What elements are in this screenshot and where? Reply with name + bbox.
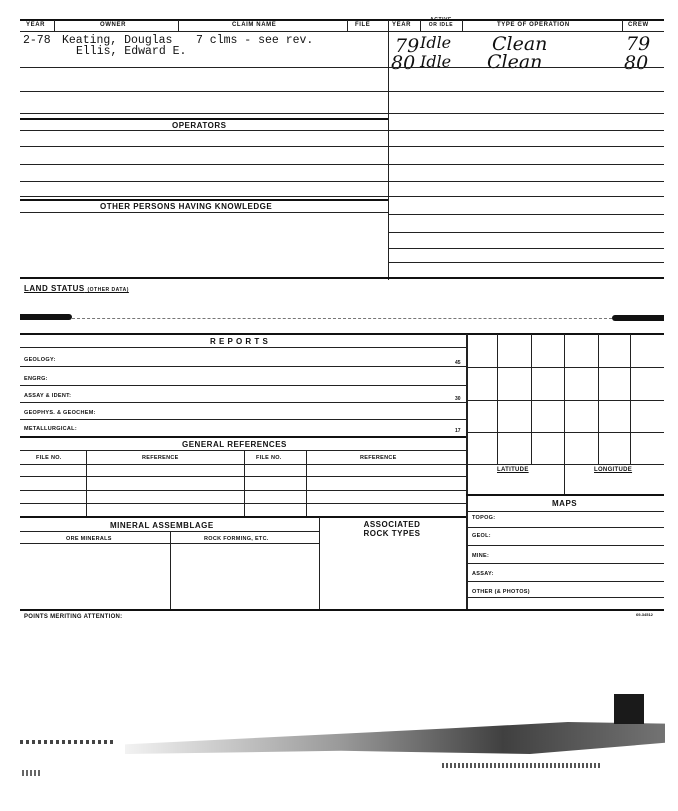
entry-year: 2-78 xyxy=(23,34,51,47)
right-panel-divider xyxy=(466,334,468,610)
col-ore-minerals: ORE MINERALS xyxy=(66,536,112,542)
map-topog: TOPOG: xyxy=(472,515,496,521)
ruled-line xyxy=(20,385,466,386)
ruled-line xyxy=(20,212,388,213)
maps-heading: MAPS xyxy=(552,499,578,508)
ruled-line xyxy=(20,130,664,131)
map-geol: GEOL: xyxy=(472,533,491,539)
ruled-line xyxy=(466,597,664,598)
scan-noise xyxy=(125,722,665,754)
grid-line xyxy=(466,367,664,368)
report-assay: ASSAY & IDENT: xyxy=(24,393,72,399)
header-bottom-rule xyxy=(20,31,664,32)
reports-heading: R E P O R T S xyxy=(210,337,269,346)
col-divider xyxy=(347,20,348,31)
header-claim-name: CLAIM NAME xyxy=(232,22,277,28)
mineral-assemblage-heading: MINERAL ASSEMBLAGE xyxy=(110,521,214,530)
report-geology-num: 45 xyxy=(455,360,461,366)
col-file-no: FILE NO. xyxy=(36,455,62,461)
grid-line xyxy=(598,334,599,464)
col-divider xyxy=(54,20,55,31)
report-engrg: ENGRG: xyxy=(24,376,48,382)
grid-line xyxy=(466,464,664,465)
ruled-line xyxy=(20,366,466,367)
ruled-line xyxy=(388,232,664,233)
ruled-line xyxy=(20,146,664,147)
ruled-line xyxy=(20,181,664,182)
report-metallurgical: METALLURGICAL: xyxy=(24,426,77,432)
activity-status-1: Idle xyxy=(420,33,452,52)
longitude-label: LONGITUDE xyxy=(594,467,633,473)
ruled-line xyxy=(20,419,466,420)
operators-rule xyxy=(20,118,388,120)
col-divider xyxy=(178,20,179,31)
land-status-label: LAND STATUS xyxy=(24,284,85,293)
header-crew: CREW xyxy=(628,22,649,28)
header-year-2: YEAR xyxy=(392,22,412,28)
report-geology: GEOLOGY: xyxy=(24,357,56,363)
grid-line xyxy=(497,334,498,464)
ruled-line xyxy=(466,563,664,564)
ruled-line xyxy=(20,464,466,465)
ruled-line xyxy=(20,476,466,477)
redaction-bar-left xyxy=(20,314,72,320)
activity-year-2: 80 xyxy=(391,52,416,74)
general-references-heading: GENERAL REFERENCES xyxy=(182,440,287,449)
mineral-col-divider xyxy=(319,517,320,610)
ruled-line xyxy=(20,503,466,504)
col-divider xyxy=(420,20,421,31)
col-divider xyxy=(462,20,463,31)
ruled-line xyxy=(466,545,664,546)
ruled-line xyxy=(20,196,664,197)
activity-operation-1: Clean xyxy=(492,33,548,55)
grid-line xyxy=(531,334,532,464)
general-references-rule xyxy=(20,436,466,438)
entry-claim: 7 clms - see rev. xyxy=(196,34,314,47)
entry-owner-2: Ellis, Edward E. xyxy=(76,45,187,58)
ruled-line xyxy=(388,248,664,249)
scan-noise xyxy=(614,694,644,724)
map-other: OTHER (& PHOTOS) xyxy=(472,589,530,595)
ruled-line xyxy=(20,164,664,165)
associated-rock-types-heading: ASSOCIATED ROCK TYPES xyxy=(363,520,421,538)
reports-header-rule xyxy=(20,347,466,348)
land-status-sub: (OTHER DATA) xyxy=(87,287,129,293)
land-status-top-rule xyxy=(20,277,664,279)
map-mine: MINE: xyxy=(472,553,490,559)
ruled-line xyxy=(20,402,466,403)
header-file: FILE xyxy=(355,22,371,28)
land-status-heading xyxy=(24,284,129,293)
grid-line xyxy=(466,400,664,401)
coord-divider xyxy=(564,464,565,494)
redaction-bar-right xyxy=(612,315,664,321)
mineral-rule xyxy=(20,516,466,518)
scan-noise xyxy=(20,740,116,744)
bottom-rule xyxy=(20,609,664,611)
col-file-no-2: FILE NO. xyxy=(256,455,282,461)
report-geophys: GEOPHYS. & GEOCHEM: xyxy=(24,410,96,416)
dotted-line xyxy=(72,318,612,319)
grid-line xyxy=(466,432,664,433)
ref-col-divider xyxy=(244,450,245,516)
activity-crew-1: 79 xyxy=(626,33,651,55)
report-assay-num: 30 xyxy=(455,396,461,402)
operators-heading: OPERATORS xyxy=(172,121,227,130)
scan-noise xyxy=(22,770,42,776)
report-metallurgical-num: 17 xyxy=(455,428,461,434)
activity-crew-2: 80 xyxy=(624,52,649,74)
ruled-line xyxy=(466,581,664,582)
grid-line xyxy=(564,334,565,464)
ref-col-divider xyxy=(86,450,87,516)
col-divider xyxy=(622,20,623,31)
other-persons-heading: OTHER PERSONS HAVING KNOWLEDGE xyxy=(100,202,273,211)
main-col-divider xyxy=(388,20,389,280)
entry-owner-1: Keating, Douglas xyxy=(62,34,173,47)
header-top-rule xyxy=(20,19,664,21)
ruled-line xyxy=(20,113,664,114)
ref-col-divider xyxy=(306,450,307,516)
ruled-line xyxy=(20,91,664,92)
ruled-line xyxy=(20,543,319,544)
reports-top-rule xyxy=(20,333,664,335)
col-reference: REFERENCE xyxy=(142,455,179,461)
maps-rule xyxy=(466,494,664,496)
form-number: 69-34512 xyxy=(636,612,653,617)
ruled-line xyxy=(466,527,664,528)
header-year: YEAR xyxy=(26,22,46,28)
activity-status-2: Idle xyxy=(420,52,452,71)
header-type-of-operation: TYPE OF OPERATION xyxy=(497,22,570,28)
ruled-line xyxy=(20,490,466,491)
ruled-line xyxy=(20,67,664,68)
ruled-line xyxy=(388,262,664,263)
ruled-line xyxy=(466,511,664,512)
points-meriting-attention: POINTS MERITING ATTENTION: xyxy=(24,614,123,620)
scan-noise xyxy=(442,763,602,768)
col-reference-2: REFERENCE xyxy=(360,455,397,461)
header-active-idle: ACTIVE OR IDLE xyxy=(428,17,454,28)
col-rock-forming: ROCK FORMING, ETC. xyxy=(204,536,269,542)
map-assay: ASSAY: xyxy=(472,571,494,577)
ruled-line xyxy=(388,214,664,215)
header-owner: OWNER xyxy=(100,22,126,28)
activity-operation-2: Clean xyxy=(487,51,543,73)
other-persons-rule xyxy=(20,199,388,201)
grid-line xyxy=(630,334,631,464)
activity-year-1: 79 xyxy=(395,35,420,57)
latitude-label: LATITUDE xyxy=(497,467,529,473)
